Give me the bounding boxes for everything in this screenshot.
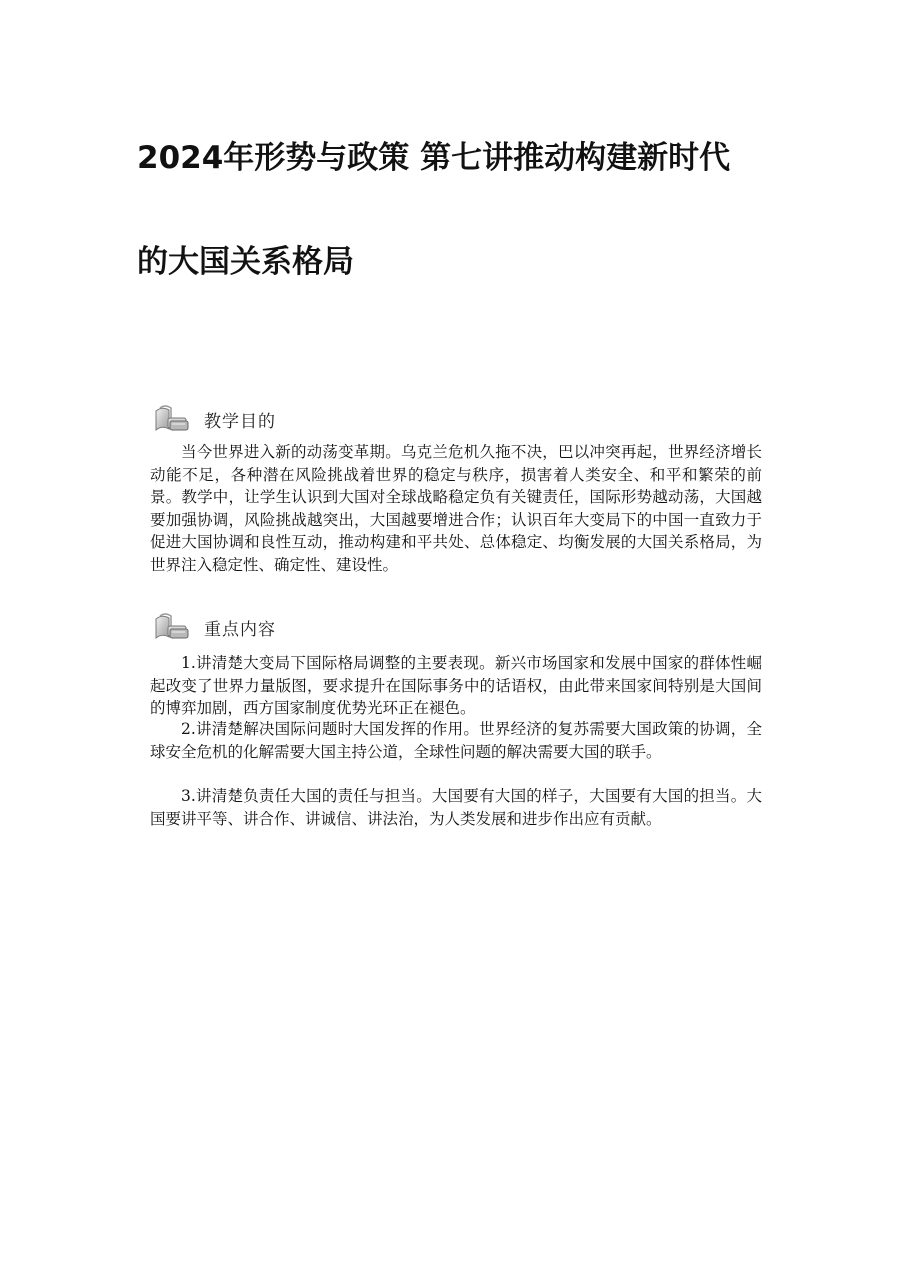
book-stack-icon [152, 403, 192, 435]
section-heading: 重点内容 [204, 619, 276, 640]
book-stack-icon [152, 611, 192, 643]
document-title-line-2: 的大国关系格局 [137, 244, 354, 280]
paragraph: 3.讲清楚负责任大国的责任与担当。大国要有大国的样子，大国要有大国的担当。大国要讲平等、讲合作、讲诚信、讲法治，为人类发展和进步作出应有贡献。 [150, 787, 762, 828]
paragraph: 2.讲清楚解决国际问题时大国发挥的作用。世界经济的复苏需要大国政策的协调，全球安全危机的化解需要大国主持公道，全球性问题的解决需要大国的联手。 [150, 720, 762, 761]
section-heading: 教学目的 [204, 411, 276, 432]
paragraph: 当今世界进入新的动荡变革期。乌克兰危机久拖不决，巴以冲突再起，世界经济增长动能不足，各种潜在风险挑战着世界的稳定与秩序，损害着人类安全、和平和繁荣的前景。教学中，让学生认识到大国对全球战略稳定负有关键责任，国际形势越动荡，大国越要加强协调，风险挑战越突出，大国越要增进合作；认识百年大变局下的中国一直致力于促进大国协调和良性互动，推动构建和平共处、总体稳定、均衡发展的大国关系格局，为世界注入稳定性、确定性、建设性。 [150, 443, 762, 574]
paragraph: 1.讲清楚大变局下国际格局调整的主要表现。新兴市场国家和发展中国家的群体性崛起改变了世界力量版图，要求提升在国际事务中的话语权，由此带来国家间特别是大国间的博弈加剧，西方国家制度优势光环正在褪色。 [150, 654, 762, 717]
section-header-teaching-purpose [152, 403, 276, 435]
document-title-line-1: 2024年形势与政策 第七讲推动构建新时代 [137, 140, 731, 176]
section-header-key-content [152, 611, 276, 643]
